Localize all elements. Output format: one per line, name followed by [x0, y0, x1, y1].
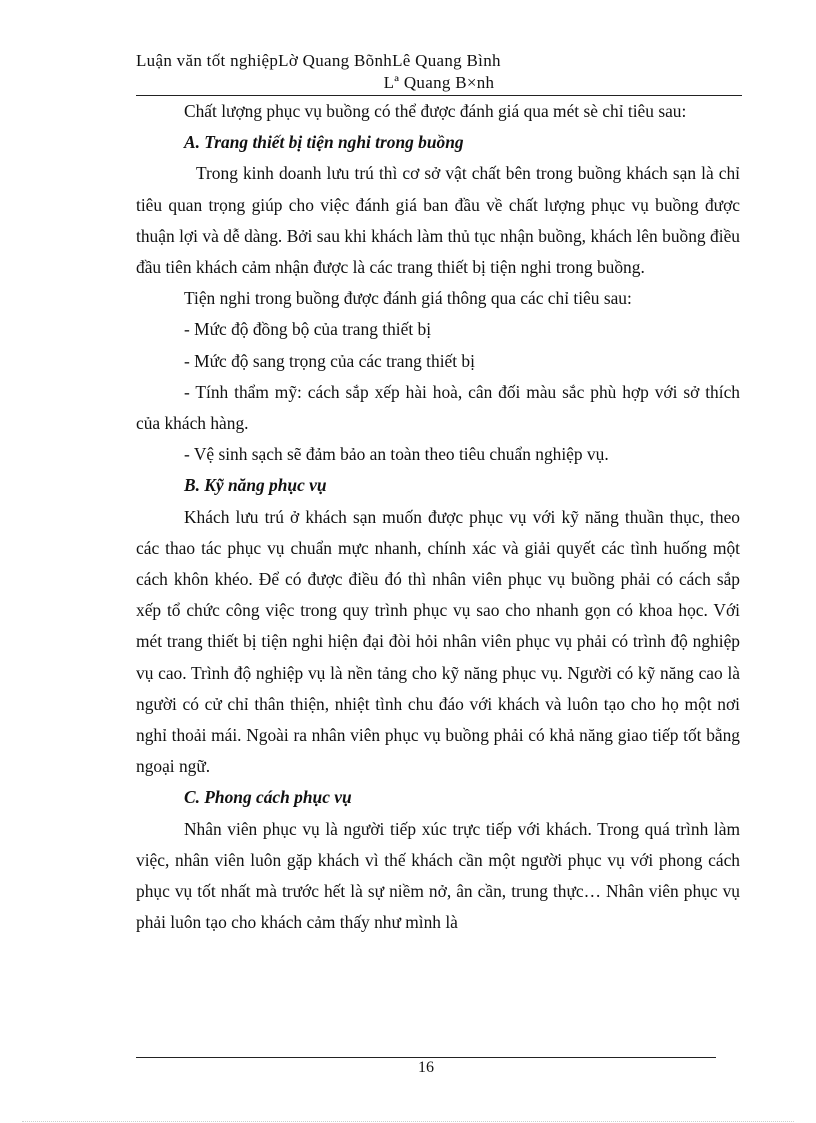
criteria-item-3: - Tính thẩm mỹ: cách sắp xếp hài hoà, cân đối màu sắc phù hợp với sở thích của khách hàng.	[136, 381, 740, 434]
section-heading-a: A. Trang thiết bị tiện nghi trong buồng	[184, 132, 464, 153]
section-c-paragraph: Nhân viên phục vụ là người tiếp xúc trực tiếp với khách. Trong quá trình làm việc, nhân viên luôn gặp khách vì thế khách cần một người phục vụ với phong cách phục vụ tốt nhất mà trước hết là sự niềm nở, ân cần, trung thực… Nhân viên phục vụ phải luôn tạo cho khách cảm thấy như mình là	[136, 818, 740, 933]
page-header	[136, 50, 742, 94]
criteria-item-2: - Mức độ sang trọng của các trang thiết bị	[184, 350, 475, 371]
page-body	[136, 96, 740, 938]
section-b-paragraph: Khách lưu trú ở khách sạn muốn được phục vụ với kỹ năng thuần thục, theo các thao tác phục vụ chuẩn mực nhanh, chính xác và giải quyết các tình huống một cách khôn khéo. Để có được điều đó thì nhân viên phục vụ buồng phải có cách sắp xếp tổ chức công việc trong quy trình phục vụ sao cho nhanh gọn có khoa học. Với mét trang thiết bị tiện nghi hiện đại đòi hỏi nhân viên phục vụ phải có trình độ nghiệp vụ cao. Trình độ nghiệp vụ là nền tảng cho kỹ năng phục vụ. Người có kỹ năng cao là người có cử chỉ thân thiện, nhiệt tình chu đáo với khách và luôn tạo cho họ một nơi nghỉ thoải mái. Ngoài ra nhân viên phục vụ buồng phải có khả năng giao tiếp tốt bằng ngoại ngữ.	[136, 506, 740, 777]
section-a-paragraph-2: Tiện nghi trong buồng được đánh giá thông qua các chỉ tiêu sau:	[184, 288, 632, 309]
criteria-item-4: - Vệ sinh sạch sẽ đảm bảo an toàn theo tiêu chuẩn nghiệp vụ.	[184, 444, 609, 465]
criteria-item-1: - Mức độ đồng bộ của trang thiết bị	[184, 319, 432, 340]
header-line-2: Lª Quang B×nh	[383, 73, 495, 92]
footer-divider	[136, 1057, 716, 1058]
header-line-1: Luận văn tốt nghiệpLờ Quang BõnhLê Quang Bình	[136, 51, 501, 70]
section-heading-b: B. Kỹ năng phục vụ	[184, 475, 327, 496]
section-a-paragraph-1: Trong kinh doanh lưu trú thì cơ sở vật chất bên trong buồng khách sạn là chỉ tiêu quan trọng giúp cho việc đánh giá ban đầu về chất lượng phục vụ buồng được thuận lợi và dễ dàng. Bởi sau khi khách làm thủ tục nhận buồng, khách lên buồng điều đầu tiên khách cảm nhận được là các trang thiết bị tiện nghi trong buồng.	[136, 163, 740, 278]
section-heading-c: C. Phong cách phục vụ	[184, 787, 352, 808]
page-number: 16	[418, 1059, 434, 1076]
intro-paragraph: Chất lượng phục vụ buồng có thể được đánh giá qua mét sè chỉ tiêu sau:	[184, 101, 687, 121]
page-edge-line	[22, 1121, 794, 1122]
